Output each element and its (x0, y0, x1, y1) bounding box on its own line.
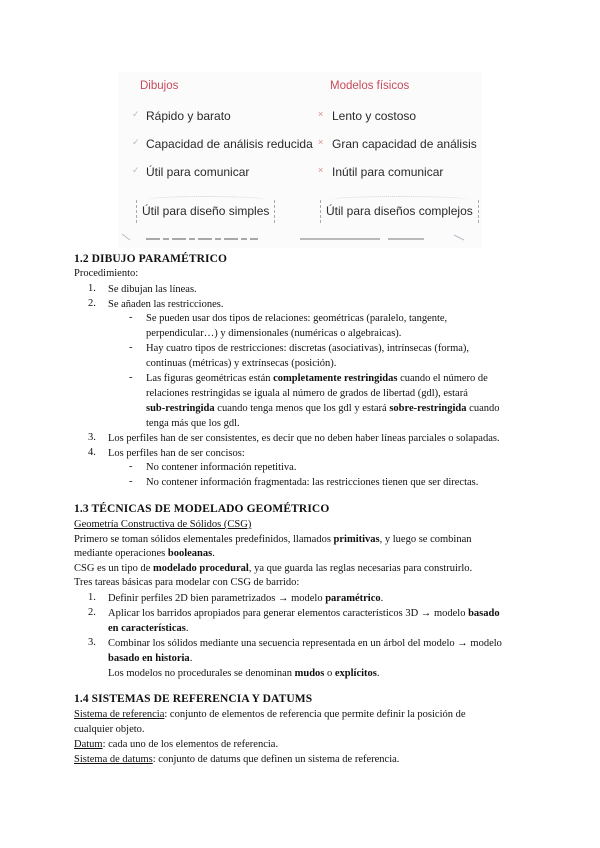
bullet-text: Se pueden usar dos tipos de relaciones: geométricas (paralelo, tangente, (146, 313, 448, 324)
bullet-text: relaciones restringidas se iguala al número de grados de libertad (gdl), estará (146, 388, 468, 399)
bullet-dash: - (129, 312, 133, 323)
list-item: Definir perfiles 2D bien parametrizados → modelo paramétrico. (108, 593, 384, 604)
list-item: Se añaden las restricciones. (108, 299, 224, 310)
bullet-text: perpendicular…) y dimensionales (numéricas o algebraicas). (146, 328, 402, 339)
list-number: 4. (88, 447, 96, 458)
definition-line: Datum: cada uno de los elementos de referencia. (74, 739, 279, 750)
check-icon: ✓ (132, 109, 140, 119)
list-item: en características. (108, 623, 189, 634)
bullet-text: Hay cuatro tipos de restricciones: discretas (asociativas), intrínsecas (forma), (146, 343, 470, 354)
list-number: 2. (88, 607, 96, 618)
bullet-dash: - (129, 476, 133, 487)
list-number: 1. (88, 592, 96, 603)
bullet-dash: - (129, 461, 133, 472)
cross-icon: × (318, 109, 324, 119)
cross-icon: × (318, 165, 324, 175)
section-title-1-4: 1.4 SISTEMAS DE REFERENCIA Y DATUMS (74, 693, 313, 705)
physical-models-item: × Lento y costoso (318, 109, 417, 123)
bullet-dash: - (129, 372, 133, 383)
drawings-item: ✓ Rápido y barato (132, 109, 231, 123)
comparison-figure (118, 72, 482, 248)
list-item: Combinar los sólidos mediante una secuencia representada en un árbol del modelo → modelo (108, 638, 502, 649)
list-item: Los perfiles han de ser concisos: (108, 448, 245, 459)
paragraph-line: Primero se toman sólidos elementales predefinidos, llamados primitivas, y luego se combinan (74, 534, 472, 545)
check-icon: ✓ (132, 165, 140, 175)
definition-line: cualquier objeto. (74, 724, 145, 735)
bullet-text: sub-restringida cuando tenga menos que los gdl y estará sobre-restringida cuando (146, 403, 500, 414)
bullet-text: tenga más que los gdl. (146, 418, 240, 429)
section-title-1-3: 1.3 TÉCNICAS DE MODELADO GEOMÉTRICO (74, 503, 330, 515)
paragraph-line: mediante operaciones booleanas. (74, 548, 215, 559)
drawings-item: ✓ Capacidad de análisis reducida (132, 137, 313, 151)
drawings-heading: Dibujos (140, 80, 179, 92)
bullet-text: continuas (métricas) y extrínsecas (posición). (146, 358, 337, 369)
list-item: Los perfiles han de ser consistentes, es decir que no deben haber líneas parciales o solapadas. (108, 433, 500, 444)
bullet-text: Las figuras geométricas están completamente restringidas cuando el número de (146, 373, 488, 384)
procedure-label: Procedimiento: (74, 268, 139, 279)
section-title-1-2: 1.2 DIBUJO PARAMÉTRICO (74, 253, 228, 265)
list-number: 2. (88, 298, 96, 309)
cross-icon: × (318, 137, 324, 147)
physical-models-summary: Útil para diseños complejos (320, 200, 479, 223)
definition-line: Sistema de referencia: conjunto de elementos de referencia que permite definir la posición de (74, 709, 466, 720)
list-item: basado en historia. (108, 653, 193, 664)
physical-models-item: × Inútil para comunicar (318, 165, 444, 179)
list-item: Aplicar los barridos apropiados para generar elementos característicos 3D → modelo basado (108, 608, 500, 619)
paragraph-line: Tres tareas básicas para modelar con CSG de barrido: (74, 577, 300, 588)
drawings-item: ✓ Útil para comunicar (132, 165, 250, 179)
list-number: 3. (88, 432, 96, 443)
bullet-dash: - (129, 342, 133, 353)
bullet-text: No contener información fragmentada: las restricciones tienen que ser directas. (146, 477, 479, 488)
definition-line: Sistema de datums: conjunto de datums que definen un sistema de referencia. (74, 754, 400, 765)
physical-models-item: × Gran capacidad de análisis (318, 137, 477, 151)
list-number: 3. (88, 637, 96, 648)
check-icon: ✓ (132, 137, 140, 147)
paragraph-line: CSG es un tipo de modelado procedural, ya que guarda las reglas necesarias para construirlo. (74, 563, 473, 574)
physical-models-heading: Modelos físicos (330, 80, 410, 92)
drawings-summary: Útil para diseño simples (136, 200, 275, 223)
list-number: 1. (88, 283, 96, 294)
bullet-text: No contener información repetitiva. (146, 462, 297, 473)
list-item: Se dibujan las líneas. (108, 284, 197, 295)
figure-bottom-strokes (118, 232, 482, 242)
list-item: Los modelos no procedurales se denominan mudos o explícitos. (108, 668, 380, 679)
csg-subtitle: Geometría Constructiva de Sólidos (CSG) (74, 519, 252, 530)
